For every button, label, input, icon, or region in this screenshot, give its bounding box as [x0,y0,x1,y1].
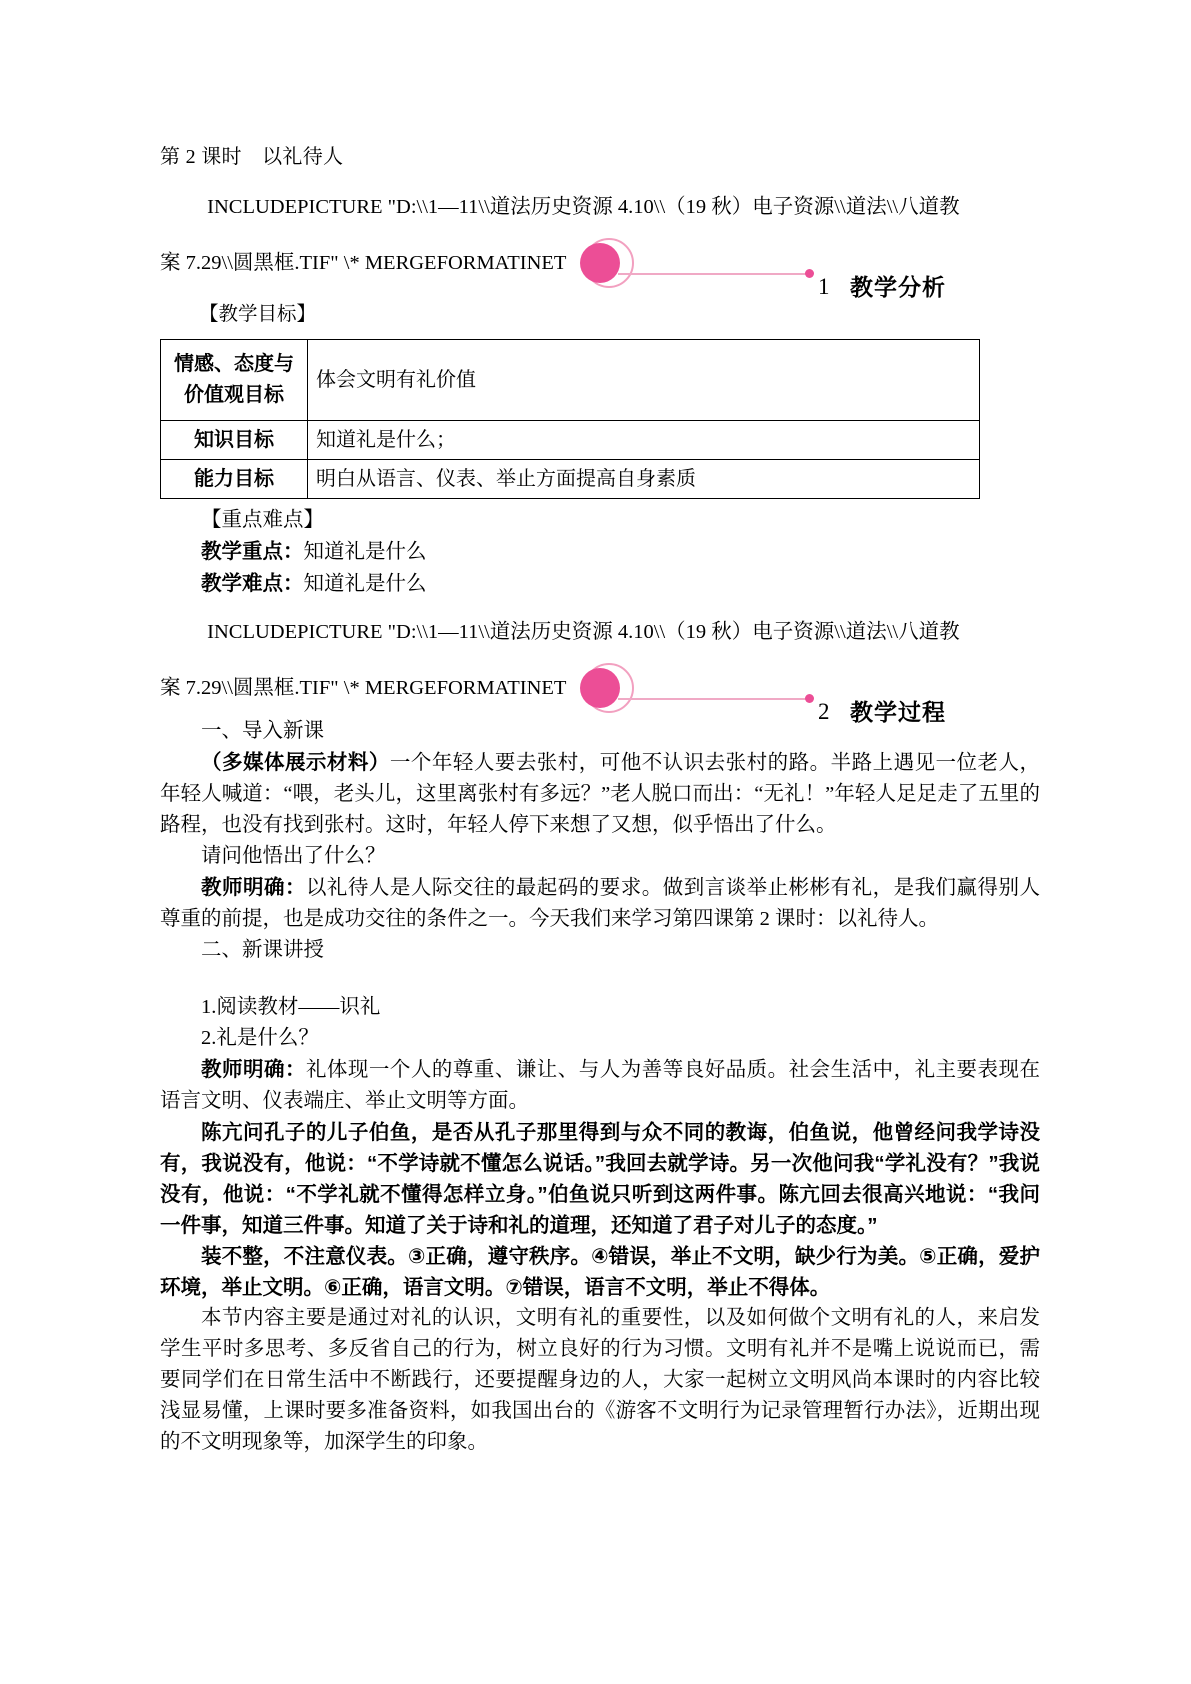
key-point-difficulty [160,568,1040,600]
objective-value: 知道礼是什么； [308,420,980,459]
intro-material-text: 一个年轻人要去张村，可他不认识去张村的路。半路上遇见一位老人，年轻人喊道：“喂，老头儿，这里离张村有多远？”老人脱口而出：“无礼！”年轻人足足走了五里的路程，也没有找到张村。这时，年轻人停下来想了又想，似乎悟出了什么。 [160,751,1041,836]
table-row [161,339,980,420]
answers-paragraph: 装不整，不注意仪表。③正确，遵守秩序。④错误，举止不文明，缺少行为美。⑤正确，爱护环境，举止文明。⑥正确，语言文明。⑦错误，语言不文明，举止不得体。 [160,1244,1040,1299]
key-points-header: 【重点难点】 [201,508,324,531]
key-point-label: 教学难点： [201,571,304,595]
section-number: 2 [818,698,830,724]
question-line: 请问他悟出了什么？ [201,844,386,867]
section-label: 教学分析 [850,274,946,300]
objectives-header: 【教学目标】 [199,304,317,325]
list-item: 2.礼是什么？ [201,1026,319,1049]
teacher-clarify-text: 以礼待人是人际交往的最起码的要求。做到言谈举止彬彬有礼，是我们赢得别人尊重的前提，也是成功交往的条件之一。今天我们来学习第四课第 2 课时：以礼待人。 [160,876,1040,930]
teacher-clarify-2 [160,1054,1040,1117]
key-point-text: 知道礼是什么 [303,572,427,595]
document-content [160,140,1040,1458]
summary-paragraph: 本节内容主要是通过对礼的认识，文明有礼的重要性，以及如何做个文明有礼的人，来启发学生平时多思考、多反省自己的行为，树立良好的行为习惯。文明有礼并不是嘴上说说而已，需要同学们在日常生活中不断践行，还要提醒身边的人，大家一起树立文明风尚本课时的内容比较浅显易懂，上课时要多准备资料，如我国出台的《游客不文明行为记录管理暂行办法》，近期出现的不文明现象等，加深学生的印象。 [160,1306,1040,1453]
section-label: 教学过程 [850,698,946,725]
objective-key: 能力目标 [161,459,308,498]
objective-value: 明白从语言、仪表、举止方面提高自身素质 [308,459,980,498]
story-paragraph: 陈亢问孔子的儿子伯鱼，是否从孔子那里得到与众不同的教诲，伯鱼说，他曾经问我学诗没有，我说没有，他说：“不学诗就不懂怎么说话。”我回去就学诗。另一次他问我“学礼没有？”我说没有，他说：“不学礼就不懂得怎样立身。”伯鱼说只听到这两件事。陈亢回去很高兴地说：“我问一件事，知道三件事。知道了关于诗和礼的道理，还知道了君子对儿子的态度。” [160,1120,1040,1237]
field-code-line-2: 案 7.29\\圆黑框.TIF" \* MERGEFORMATINET [160,676,567,699]
key-point-label: 教学重点： [201,539,304,563]
section-number: 1 [818,274,830,299]
objective-value: 体会文明有礼价值 [308,339,980,420]
objective-key: 知识目标 [161,420,308,459]
key-point-focus [160,536,1040,568]
list-item: 1.阅读教材——识礼 [201,995,381,1018]
objectives-table [160,339,980,499]
section-one-title: 一、导入新课 [201,719,324,742]
key-point-text: 知道礼是什么 [303,540,427,563]
table-row [161,459,980,498]
teacher-clarify-1 [160,872,1040,935]
teacher-clarify-label: 教师明确： [201,1057,306,1081]
objective-key: 情感、态度与价值观目标 [161,339,308,420]
field-code-line-1: INCLUDEPICTURE "D:\\1—11\\道法历史资源 4.10\\（19 秋）电子资源\\道法\\八道教 [207,196,960,218]
intro-material-label: （多媒体展示材料） [201,750,390,774]
teacher-clarify-text: 礼体现一个人的尊重、谦让、与人为善等良好品质。社会生活中，礼主要表现在语言文明、仪表端庄、举止文明等方面。 [160,1058,1040,1112]
table-row [161,420,980,459]
section-two-title: 二、新课讲授 [201,938,324,961]
field-code-line-2: 案 7.29\\圆黑框.TIF" \* MERGEFORMATINET [160,252,567,274]
field-block-1 [160,179,1040,300]
teacher-clarify-label: 教师明确： [201,875,306,899]
intro-material-paragraph [160,747,1040,841]
field-code-line-1: INCLUDEPICTURE "D:\\1—11\\道法历史资源 4.10\\（19 秋）电子资源\\道法\\八道教 [207,620,960,643]
field-block-2 [160,604,1040,725]
page-title: 第 2 课时 以礼待人 [160,146,344,168]
